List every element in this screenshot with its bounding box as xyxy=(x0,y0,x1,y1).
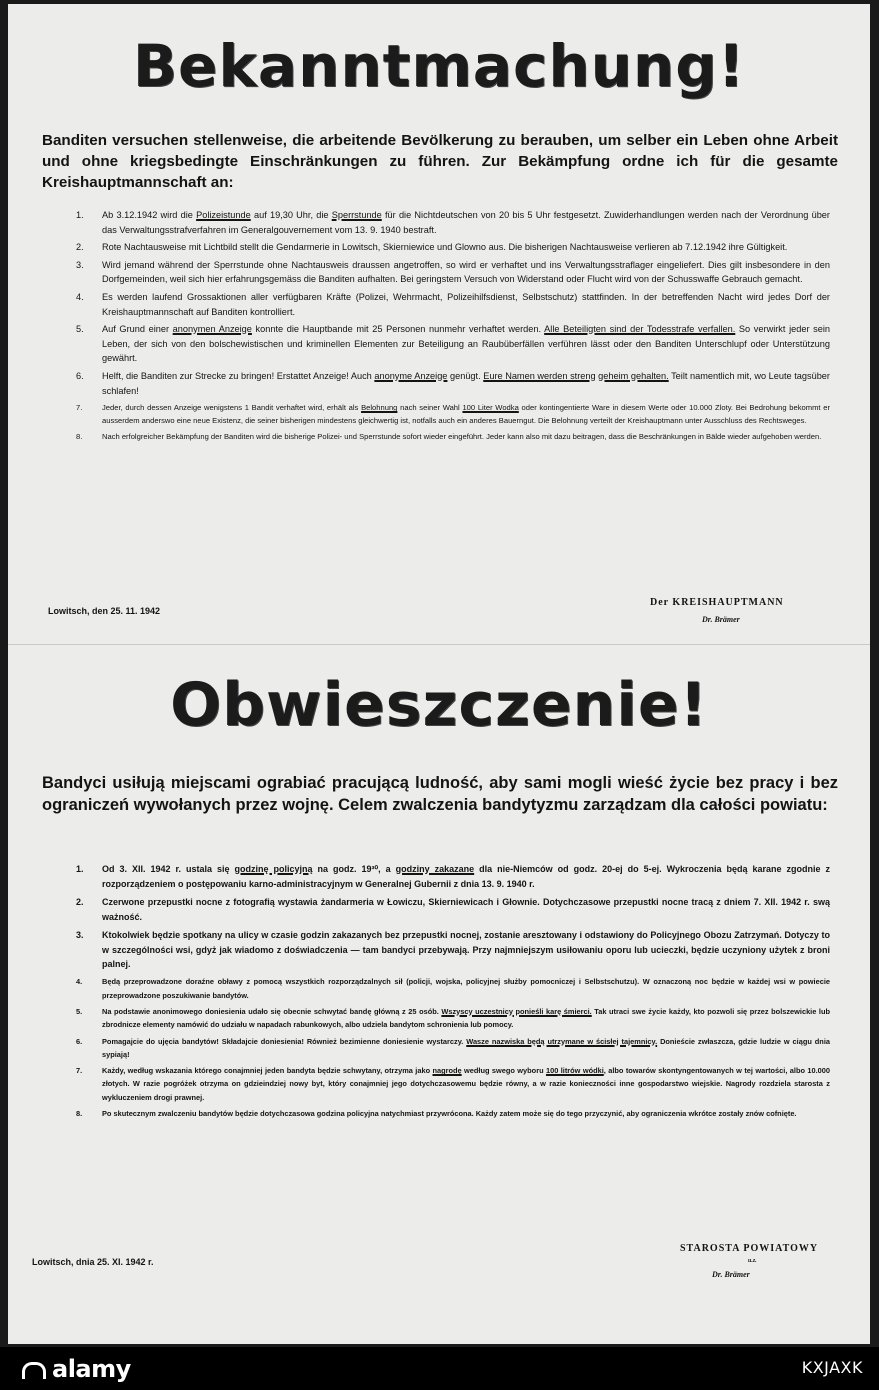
ordinance-text: , albo towarów skontyngentowanych w tej wartości, albo 10.000 złotych. W razie pogróżek otrzyma on gdzieindziej nowy byt, który conajmniej jego dotychczasowemu będzie równy, a w razie konieczności inne gospodarstwo wiejskie. Nagrody rozdziela starosta z wykluczeniem drogi prawnej. xyxy=(102,1066,830,1102)
ordinance-text: Czerwone przepustki nocne z fotografią wystawia żandarmeria w Łowiczu, Skierniewicach i Głownie. Dotychczasowe przepustki nocne tracą z dniem 7. XII. 1942 r. swą ważność. xyxy=(102,896,830,922)
ordinance-text: Nach erfolgreicher Bekämpfung der Banditen wird die bisherige Polizei- und Sperrstunde sofort wieder eingeführt. Jeder kann also mit dazu beitragen, dass die Beschränkungen in Bälde wieder aufgehoben werden. xyxy=(102,432,822,442)
polish-place-date: Lowitsch, dnia 25. XI. 1942 r. xyxy=(32,1257,154,1267)
ordinance-item xyxy=(76,208,830,237)
ordinance-number: 5. xyxy=(76,324,84,335)
ordinance-text: Wird jemand während der Sperrstunde ohne Nachtausweis draussen angetroffen, so wird er verhaftet und ins Verwaltungsstraflager eingeliefert. Dies gilt insbesondere in den Dorfgemeinden, weil sich hier erfahrungsgemäss die Banditen aufhalten. Bei geringstem Versuch von Widerstand oder Flucht wird von der Schusswaffe Gebrauch gemacht. xyxy=(102,259,830,285)
ordinance-number: 1. xyxy=(76,210,84,220)
underlined-text: Wszyscy uczestnicy ponieśli karę śmierci. xyxy=(441,1006,592,1016)
underlined-text: anonyme Anzeige xyxy=(374,370,448,381)
ordinance-item xyxy=(76,862,830,892)
ordinance-item xyxy=(76,290,830,319)
alamy-logo-icon xyxy=(22,1362,46,1379)
ordinance-number: 3. xyxy=(76,929,84,940)
ordinance-text: konnte die Hauptbande mit 25 Personen nunmehr verhaftet werden. xyxy=(251,324,545,335)
ordinance-number: 1. xyxy=(76,864,84,874)
german-headline: Bekanntmachung! xyxy=(132,32,746,100)
ordinance-item xyxy=(76,1064,830,1104)
ordinance-text: Jeder, durch dessen Anzeige wenigstens 1 Bandit verhaftet wird, erhält als xyxy=(102,403,362,413)
watermark-image-code: KXJAXK xyxy=(801,1358,863,1377)
ordinance-text: Es werden laufend Grossaktionen aller verfügbaren Kräfte (Polizei, Wehrmacht, Polizeihilfsdienst, Selbstschutz) stattfinden. In der betreffenden Nacht wird jedes Dorf der Kreishauptmannschaft auf Banditen kontrolliert. xyxy=(102,291,830,317)
watermark-logo-text: alamy xyxy=(52,1355,131,1383)
underlined-text: Belohnung xyxy=(361,403,398,413)
ordinance-item xyxy=(76,240,830,255)
polish-signature-name: Dr. Brämer xyxy=(712,1270,750,1279)
polish-ordinance-list xyxy=(76,862,830,1123)
ordinance-text: Ab 3.12.1942 wird die xyxy=(102,210,197,220)
german-intro: Banditen versuchen stellenweise, die arbeitende Bevölkerung zu berauben, um selber ein Leben ohne Arbeit und ohne kriegsbedingte Einschränkungen zu führen. Zur Bekämpfung ordne ich für die gesamte Kreishauptmannschaft an: xyxy=(42,132,838,191)
ordinance-item xyxy=(76,1107,830,1120)
german-ordinance-list xyxy=(76,208,830,446)
underlined-text: 100 Liter Wodka xyxy=(462,403,519,413)
ordinance-text: Rote Nachtausweise mit Lichtbild stellt die Gendarmerie in Lowitsch, Skierniewice und Glowno aus. Die bisherigen Nachtausweise verlieren ab 7.12.1942 ihre Gültigkeit. xyxy=(102,242,788,253)
ordinance-text: Pomagajcie do ujęcia bandytów! Składajcie doniesienia! Również bezimienne doniesienie wystarczy. xyxy=(102,1036,467,1046)
ordinance-number: 4. xyxy=(76,291,84,302)
ordinance-text: genügt. xyxy=(447,370,484,381)
underlined-text: Polizeistunde xyxy=(196,210,251,220)
ordinance-text: Od 3. XII. 1942 r. ustala się xyxy=(102,864,235,874)
polish-headline: Obwieszczenie! xyxy=(170,670,708,740)
watermark-logo xyxy=(22,1355,131,1383)
ordinance-item xyxy=(76,430,830,443)
section-divider xyxy=(8,644,870,645)
ordinance-text: Teilt namentlich mit, wo Leute tagsüber schlafen! xyxy=(102,370,830,396)
underlined-text: 100 litrów wódki xyxy=(545,1066,604,1076)
german-signature-title: Der KREISHAUPTMANN xyxy=(650,597,784,608)
german-signature-name: Dr. Brämer xyxy=(702,615,740,624)
ordinance-item xyxy=(76,928,830,973)
ordinance-text: für die Nichtdeutschen von 20 bis 5 Uhr festgesetzt. Zuwiderhandlungen werden nach der Verordnung über das Verwaltungsstrafverfahren im Generalgouvernement vom 13. 9. 1940 bestraft. xyxy=(102,210,830,235)
polish-signature-title: STAROSTA POWIATOWY xyxy=(680,1243,819,1254)
ordinance-text: Helft, die Banditen zur Strecke zu bringen! Erstattet Anzeige! Auch xyxy=(102,370,375,381)
ordinance-number: 3. xyxy=(76,259,84,270)
ordinance-item xyxy=(76,322,830,366)
poster-sheet xyxy=(8,4,870,1344)
watermark-bar xyxy=(0,1347,879,1390)
underlined-text: Alle Beteiligten sind der Todesstrafe verfallen. xyxy=(544,324,736,335)
ordinance-item xyxy=(76,1035,830,1062)
ordinance-number: 4. xyxy=(76,977,83,987)
ordinance-item xyxy=(76,975,830,1002)
underlined-text: Eure Namen werden streng geheim gehalten. xyxy=(483,370,669,381)
ordinance-text: So verwirkt jeder sein Leben, der sich von den bolschewistischen und kriminellen Elementen zur Beteiligung an Raubüberfällen verführen lässt oder den Banditen Unterschlupf oder Unterstützung gewährt. xyxy=(102,324,830,364)
ordinance-number: 2. xyxy=(76,896,84,907)
ordinance-text: według swego wyboru xyxy=(461,1066,546,1076)
ordinance-text: Na podstawie anonimowego doniesienia udało się obecnie schwytać bandę główną z 25 osób. xyxy=(102,1006,442,1016)
ordinance-text: Tak utraci swe życie każdy, kto pozwoli się przez bolszewickie lub zbrodnicze elementy namówić do udziału w napadach rabunkowych, albo udziela bandytom schronienia lub pomocy. xyxy=(102,1006,830,1030)
ordinance-text: na godz. 19³⁰, a xyxy=(312,864,396,874)
ordinance-text: Donieście zwłaszcza, gdzie ludzie w ciągu dnia sypiają! xyxy=(102,1036,830,1059)
german-place-date: Lowitsch, den 25. 11. 1942 xyxy=(48,606,161,616)
ordinance-text: nach seiner Wahl xyxy=(397,403,463,413)
ordinance-text: Auf Grund einer xyxy=(102,324,173,335)
ordinance-text: dla nie-Niemców od godz. 20-ej do 5-ej. Wykroczenia będą karane zgodnie z rozporządzeniem o postępowaniu karno-administracyjnym w Generalnej Gubernii z dnia 13. 9. 1940 r. xyxy=(102,864,830,889)
ordinance-number: 6. xyxy=(76,370,84,381)
underlined-text: anonymen Anzeige xyxy=(172,324,252,335)
ordinance-number: 8. xyxy=(76,1109,83,1119)
ordinance-number: 7. xyxy=(76,1066,83,1076)
ordinance-text: oder kontingentierte Ware in diesem Werte oder 10.000 Zloty. Bei Bedrohung bekommt er ausserdem anderswo eine neue Existenz, die seiner bisherigen mindestens gleichwertig ist, notfalls auch ein anderes Bauerngut. Die Belohnung verteilt der Kreishauptmann unter Ausschluss des Rechtsweges. xyxy=(102,403,830,426)
ordinance-number: 7. xyxy=(76,403,83,413)
ordinance-item xyxy=(76,401,830,427)
underlined-text: nagrodę xyxy=(432,1066,462,1076)
underlined-text: godzinę policyjną xyxy=(234,864,313,874)
ordinance-item xyxy=(76,369,830,398)
polish-intro: Bandyci usiłują miejscami ograbiać pracującą ludność, aby sami mogli wieść życie bez pracy i bez ograniczeń wywołanych przez wojnę. Celem zwalczenia bandytyzmu zarządzam dla całości powiatu: xyxy=(42,774,838,814)
ordinance-text: Będą przeprowadzone doraźne obławy z pomocą wszystkich rozporządzalnych sił (policji, wojska, policyjnej służby pomocniczej i Selbstschutzu). W oznaczoną noc będzie w każdej wsi w powiecie przeprowadzone poszukiwanie bandytów. xyxy=(102,977,830,1000)
ordinance-number: 8. xyxy=(76,432,83,442)
ordinance-item xyxy=(76,1005,830,1032)
ordinance-text: auf 19,30 Uhr, die xyxy=(250,210,332,220)
polish-signature-abbrev: u.z. xyxy=(748,1258,757,1264)
ordinance-number: 5. xyxy=(76,1006,83,1016)
underlined-text: Sperrstunde xyxy=(331,210,382,220)
ordinance-number: 2. xyxy=(76,242,84,253)
ordinance-number: 6. xyxy=(76,1036,83,1046)
ordinance-item xyxy=(76,258,830,287)
ordinance-text: Po skutecznym zwalczeniu bandytów będzie dotychczasowa godzina policyjna natychmiast przywrócona. Każdy zatem może się do tego przyczynić, aby ograniczenia wkrótce zostały znów cofnięte. xyxy=(102,1109,797,1119)
ordinance-text: Ktokolwiek będzie spotkany na ulicy w czasie godzin zakazanych bez przepustki nocnej, zostanie aresztowany i odstawiony do Policyjnego Obozu Zatrzymań. Dotyczy to w szczególności wsi, gdyż jak wiadomo z doświadczenia — tam bandyci przebywają. Przy najmniejszym usiłowaniu oporu lub ucieczki, będzie uczyniony użytek z broni palnej. xyxy=(102,929,830,970)
ordinance-item xyxy=(76,895,830,925)
underlined-text: Wasze nazwiska będą utrzymane w ścisłej tajemnicy. xyxy=(466,1036,658,1046)
ordinance-text: Każdy, według wskazania którego conajmniej jeden bandyta będzie schwytany, otrzyma jako xyxy=(102,1066,433,1076)
underlined-text: godziny zakazane xyxy=(395,864,475,874)
